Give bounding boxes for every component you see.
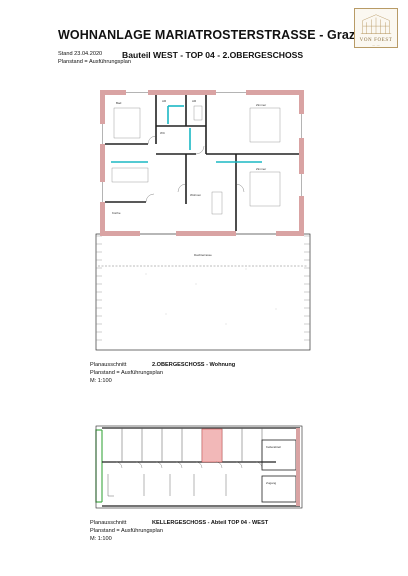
svg-text:Zimmer: Zimmer (256, 167, 267, 171)
svg-text:Küche: Küche (112, 211, 121, 215)
svg-text:Wohnen: Wohnen (190, 193, 202, 197)
floor-plan-keller (86, 416, 308, 514)
svg-text:Zugang: Zugang (266, 481, 277, 485)
floor-plan-2og (86, 84, 320, 354)
logo-subline: — · — (372, 44, 380, 47)
caption-title-upper: 2.OBERGESCHOSS - Wohnung (152, 362, 236, 368)
logo-text: VON FOEST (359, 38, 393, 43)
svg-text:Bad: Bad (116, 101, 122, 105)
stand-date: Stand 23.04.2020 (58, 51, 103, 57)
plan-subtitle: Bauteil WEST - TOP 04 - 2.OBERGESCHOSS (122, 50, 304, 60)
svg-text:Dachterrasse: Dachterrasse (194, 253, 212, 257)
caption-label-lower: Planausschnitt (90, 520, 127, 526)
svg-text:Zimmer: Zimmer (256, 103, 267, 107)
svg-text:Kellerabteil: Kellerabteil (266, 445, 281, 449)
svg-text:AR: AR (192, 99, 197, 103)
page-title: WOHNANLAGE MARIATROSTERSTRASSE - Graz (58, 28, 356, 42)
caption-planstand-lower: Planstand = Ausführungsplan (90, 528, 163, 534)
caption-label-upper: Planausschnitt (90, 362, 127, 368)
caption-scale-upper: M: 1:100 (90, 378, 112, 384)
caption-scale-lower: M: 1:100 (90, 536, 112, 542)
caption-planstand-upper: Planstand = Ausführungsplan (90, 370, 163, 376)
caption-title-lower: KELLERGESCHOSS - Abteil TOP 04 - WEST (152, 520, 269, 526)
planstand-note: Planstand = Ausführungsplan (58, 59, 131, 65)
svg-text:AR: AR (162, 99, 167, 103)
svg-text:WC: WC (160, 131, 165, 135)
